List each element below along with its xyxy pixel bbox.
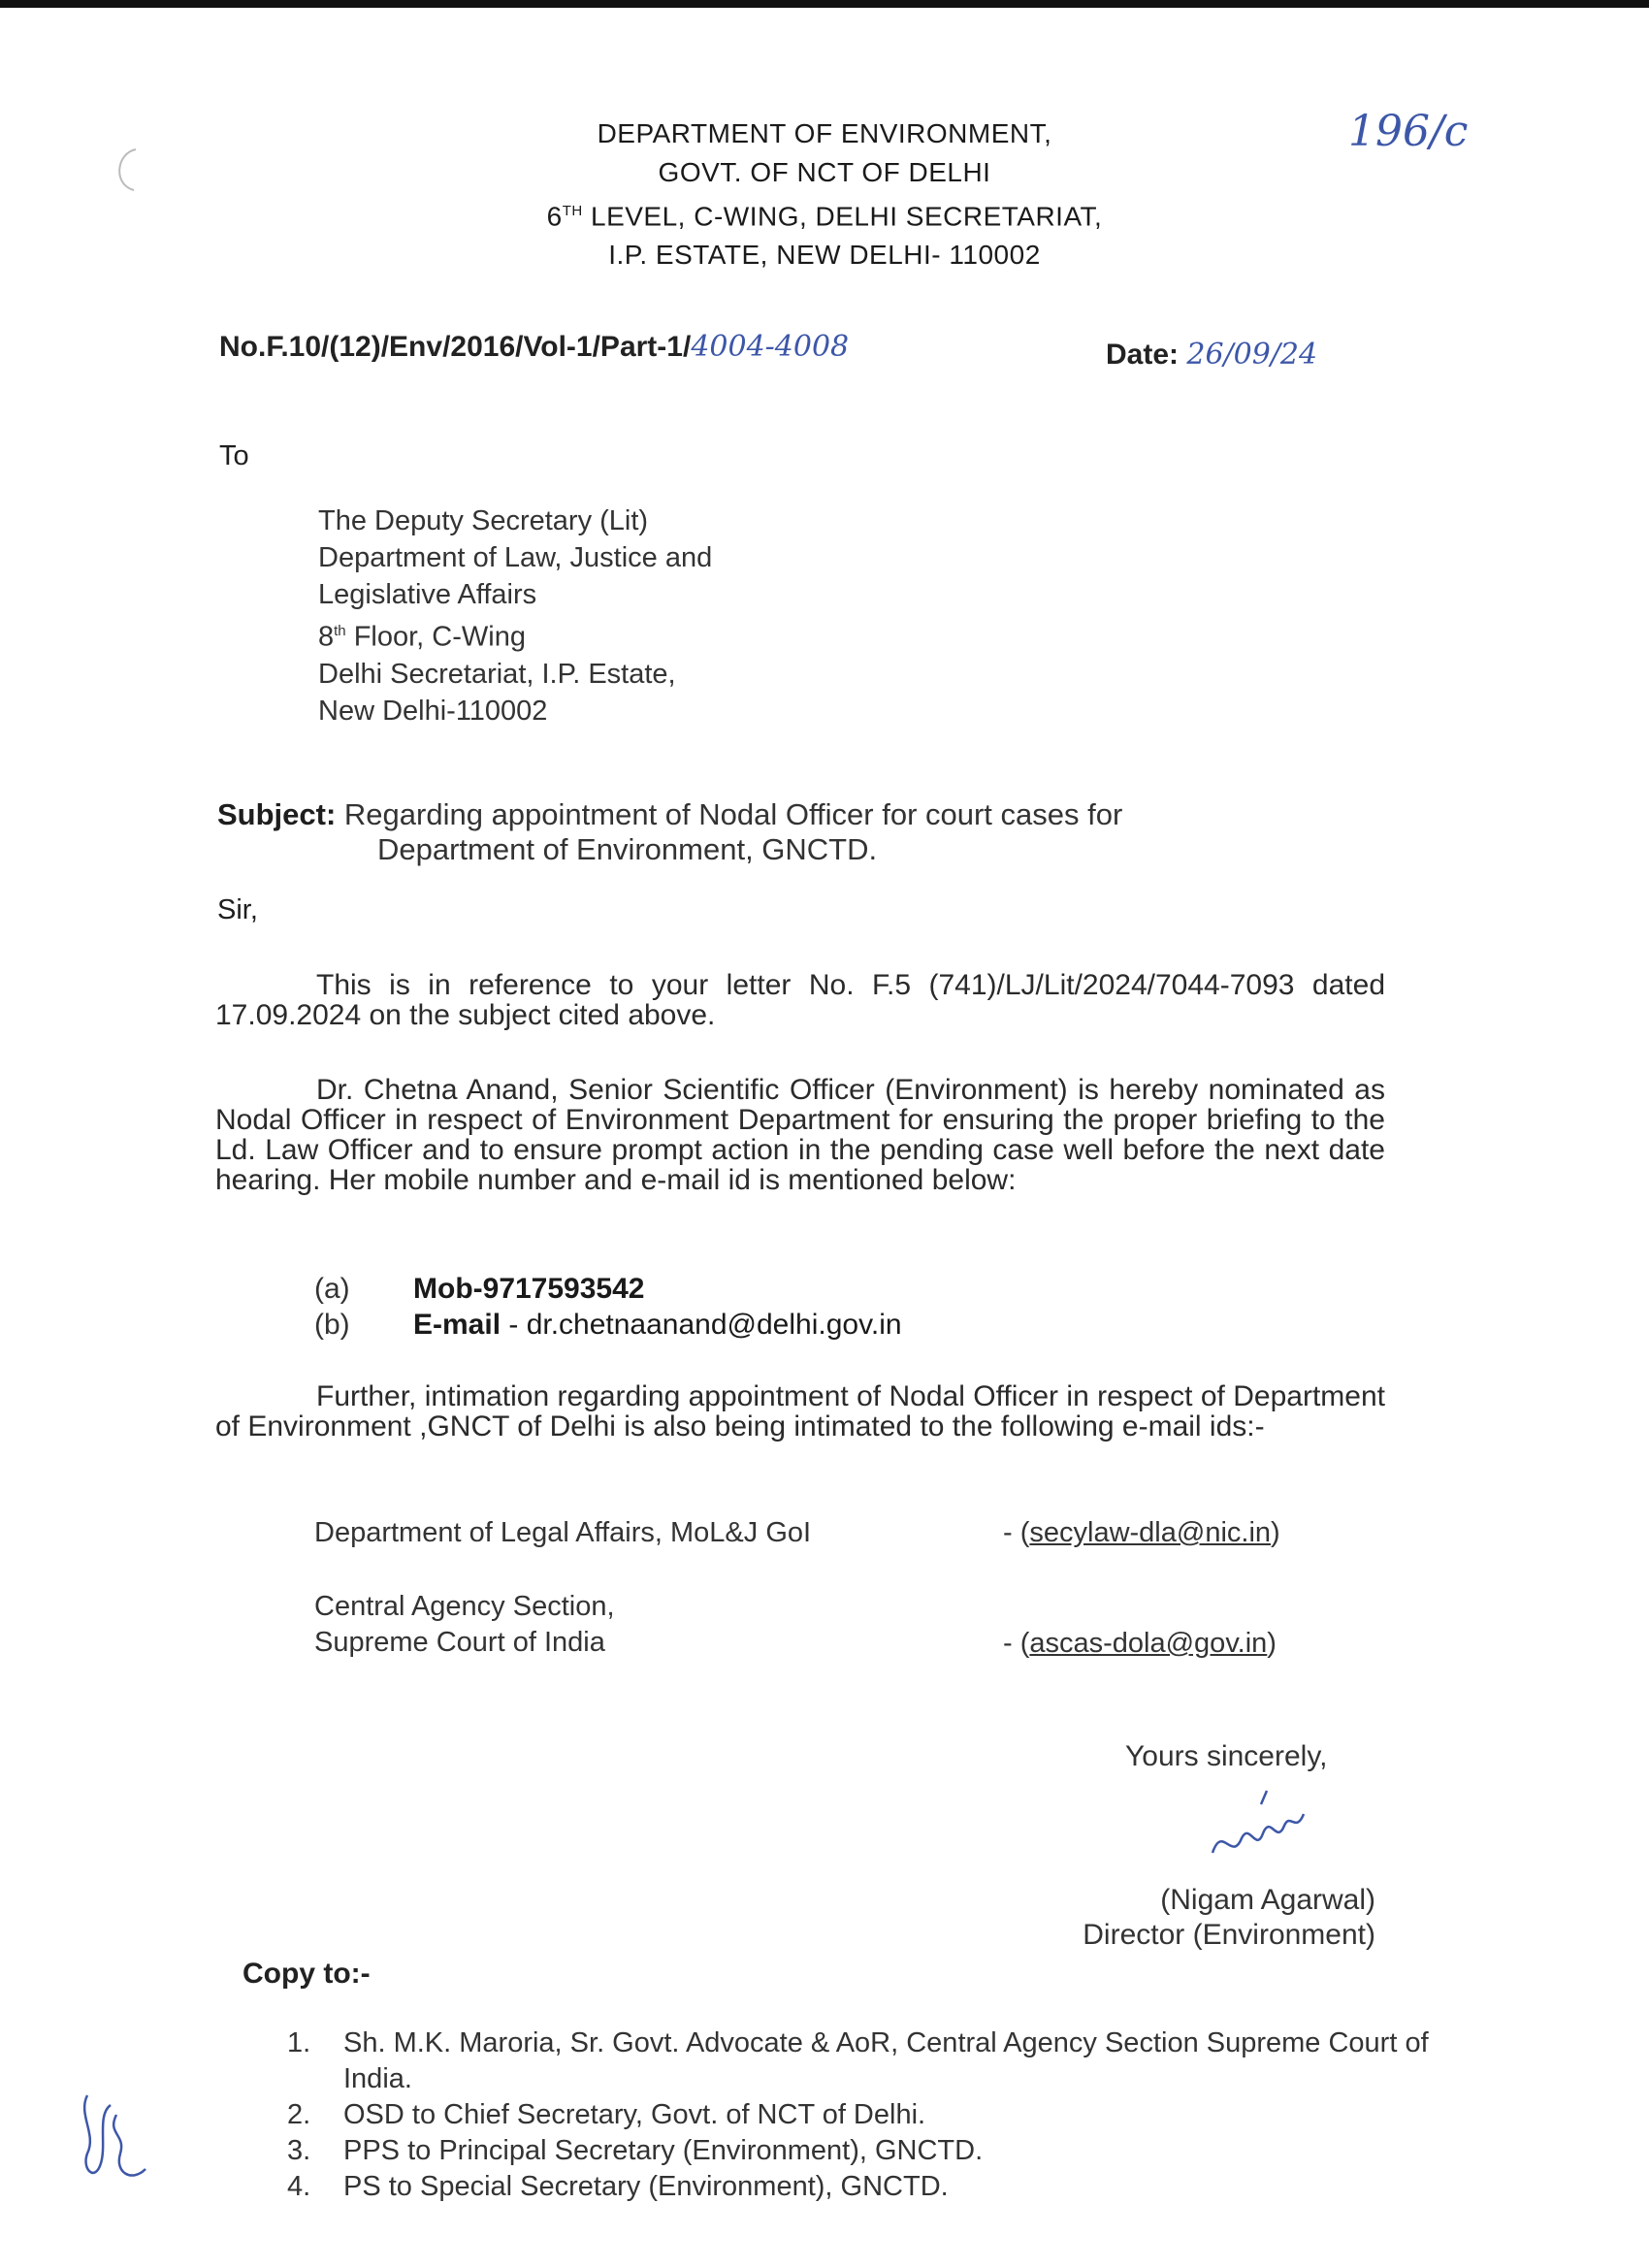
recipient-line-2: Department of Law, Justice and bbox=[318, 542, 713, 573]
email-recipient-row bbox=[314, 1589, 1381, 1667]
salutation: Sir, bbox=[217, 894, 258, 925]
scan-top-edge bbox=[0, 0, 1649, 8]
to-label: To bbox=[219, 440, 249, 471]
subject-text-1: Regarding appointment of Nodal Officer for court cases for bbox=[336, 797, 1123, 831]
recipient-line-4: 8th Floor, C-Wing bbox=[318, 621, 526, 653]
copy-to-label: Copy to:- bbox=[242, 1958, 371, 1990]
date-label: Date: bbox=[1106, 339, 1180, 371]
email-recipient-address: - (secylaw-dla@nic.in) bbox=[1003, 1517, 1280, 1548]
paragraph-nomination: Dr. Chetna Anand, Senior Scientific Officer (Environment) is hereby nominated as Nodal Officer in respect of Environment Department for ensuring the proper briefing to the Ld. Law Officer and to ensure prompt action in the pending case well before the next date hearing. Her mobile number and e-mail id is mentioned below: bbox=[215, 1074, 1385, 1196]
handwritten-page-note: 196/c bbox=[1348, 107, 1469, 156]
signatory-name: (Nigam Agarwal) bbox=[1160, 1884, 1375, 1916]
letterhead-line-4: I.P. ESTATE, NEW DELHI- 110002 bbox=[608, 240, 1041, 271]
contact-email: (b) E-mail - dr.chetnaanand@delhi.gov.in bbox=[314, 1309, 902, 1341]
letter-date bbox=[1106, 338, 1317, 372]
signature bbox=[1203, 1785, 1329, 1882]
email-recipient-org: Department of Legal Affairs, MoL&J GoI bbox=[314, 1517, 812, 1548]
signatory-designation: Director (Environment) bbox=[1083, 1919, 1375, 1951]
contact-mobile: (a) Mob-9717593542 bbox=[314, 1273, 645, 1305]
letterhead-line-2: GOVT. OF NCT OF DELHI bbox=[658, 157, 991, 187]
email-link[interactable]: ascas-dola@gov.in bbox=[1029, 1628, 1268, 1659]
subject-label: Subject: bbox=[217, 797, 337, 831]
nodal-officer-contacts bbox=[314, 1271, 902, 1343]
email-recipient-row bbox=[314, 1515, 1381, 1551]
letterhead-line-1: DEPARTMENT OF ENVIRONMENT, bbox=[597, 118, 1052, 148]
paragraph-intimation: Further, intimation regarding appointment of Nodal Officer in respect of Department of Environment ,GNCT of Delhi is also being intimated to the following e-mail ids:- bbox=[215, 1380, 1385, 1442]
margin-initials bbox=[68, 2076, 165, 2192]
letterhead bbox=[388, 114, 1261, 275]
list-item: 2. OSD to Chief Secretary, Govt. of NCT of Delhi. bbox=[287, 2099, 926, 2130]
date-value-handwritten: 26/09/24 bbox=[1186, 338, 1318, 372]
closing-yours-sincerely: Yours sincerely, bbox=[1125, 1740, 1328, 1772]
dispatch-number-handwritten: 4004-4008 bbox=[691, 330, 850, 364]
paragraph-reference: This is in reference to your letter No. F.5 (741)/LJ/Lit/2024/7044-7093 dated 17.09.2024 on the subject cited above. bbox=[215, 969, 1385, 1031]
email-link[interactable]: secylaw-dla@nic.in bbox=[1029, 1517, 1272, 1548]
list-item: 1. Sh. M.K. Maroria, Sr. Govt. Advocate & AoR, Central Agency Section Supreme Court of India. bbox=[287, 2027, 1429, 2094]
subject-text-2: Department of Environment, GNCTD. bbox=[377, 832, 878, 866]
file-number bbox=[219, 330, 849, 364]
list-item: 4. PS to Special Secretary (Environment), GNCTD. bbox=[287, 2171, 949, 2202]
recipient-address bbox=[318, 502, 712, 729]
email-recipient-org-line-1: Central Agency Section, bbox=[314, 1591, 615, 1622]
list-item: 3. PPS to Principal Secretary (Environment), GNCTD. bbox=[287, 2135, 984, 2166]
recipient-line-5: Delhi Secretariat, I.P. Estate, bbox=[318, 658, 676, 690]
email-recipient-address: - (ascas-dola@gov.in) bbox=[1003, 1628, 1277, 1659]
file-number-printed: No.F.10/(12)/Env/2016/Vol-1/Part-1/ bbox=[219, 331, 692, 363]
subject-line bbox=[217, 797, 1381, 867]
email-recipient-org-line-2: Supreme Court of India bbox=[314, 1627, 605, 1658]
recipient-line-3: Legislative Affairs bbox=[318, 579, 537, 610]
recipient-line-6: New Delhi-110002 bbox=[318, 695, 548, 727]
recipient-line-1: The Deputy Secretary (Lit) bbox=[318, 505, 649, 536]
letterhead-line-3: 6TH LEVEL, C-WING, DELHI SECRETARIAT, bbox=[546, 201, 1103, 232]
punch-hole-mark bbox=[109, 146, 142, 194]
copy-to-list bbox=[287, 2025, 1476, 2205]
